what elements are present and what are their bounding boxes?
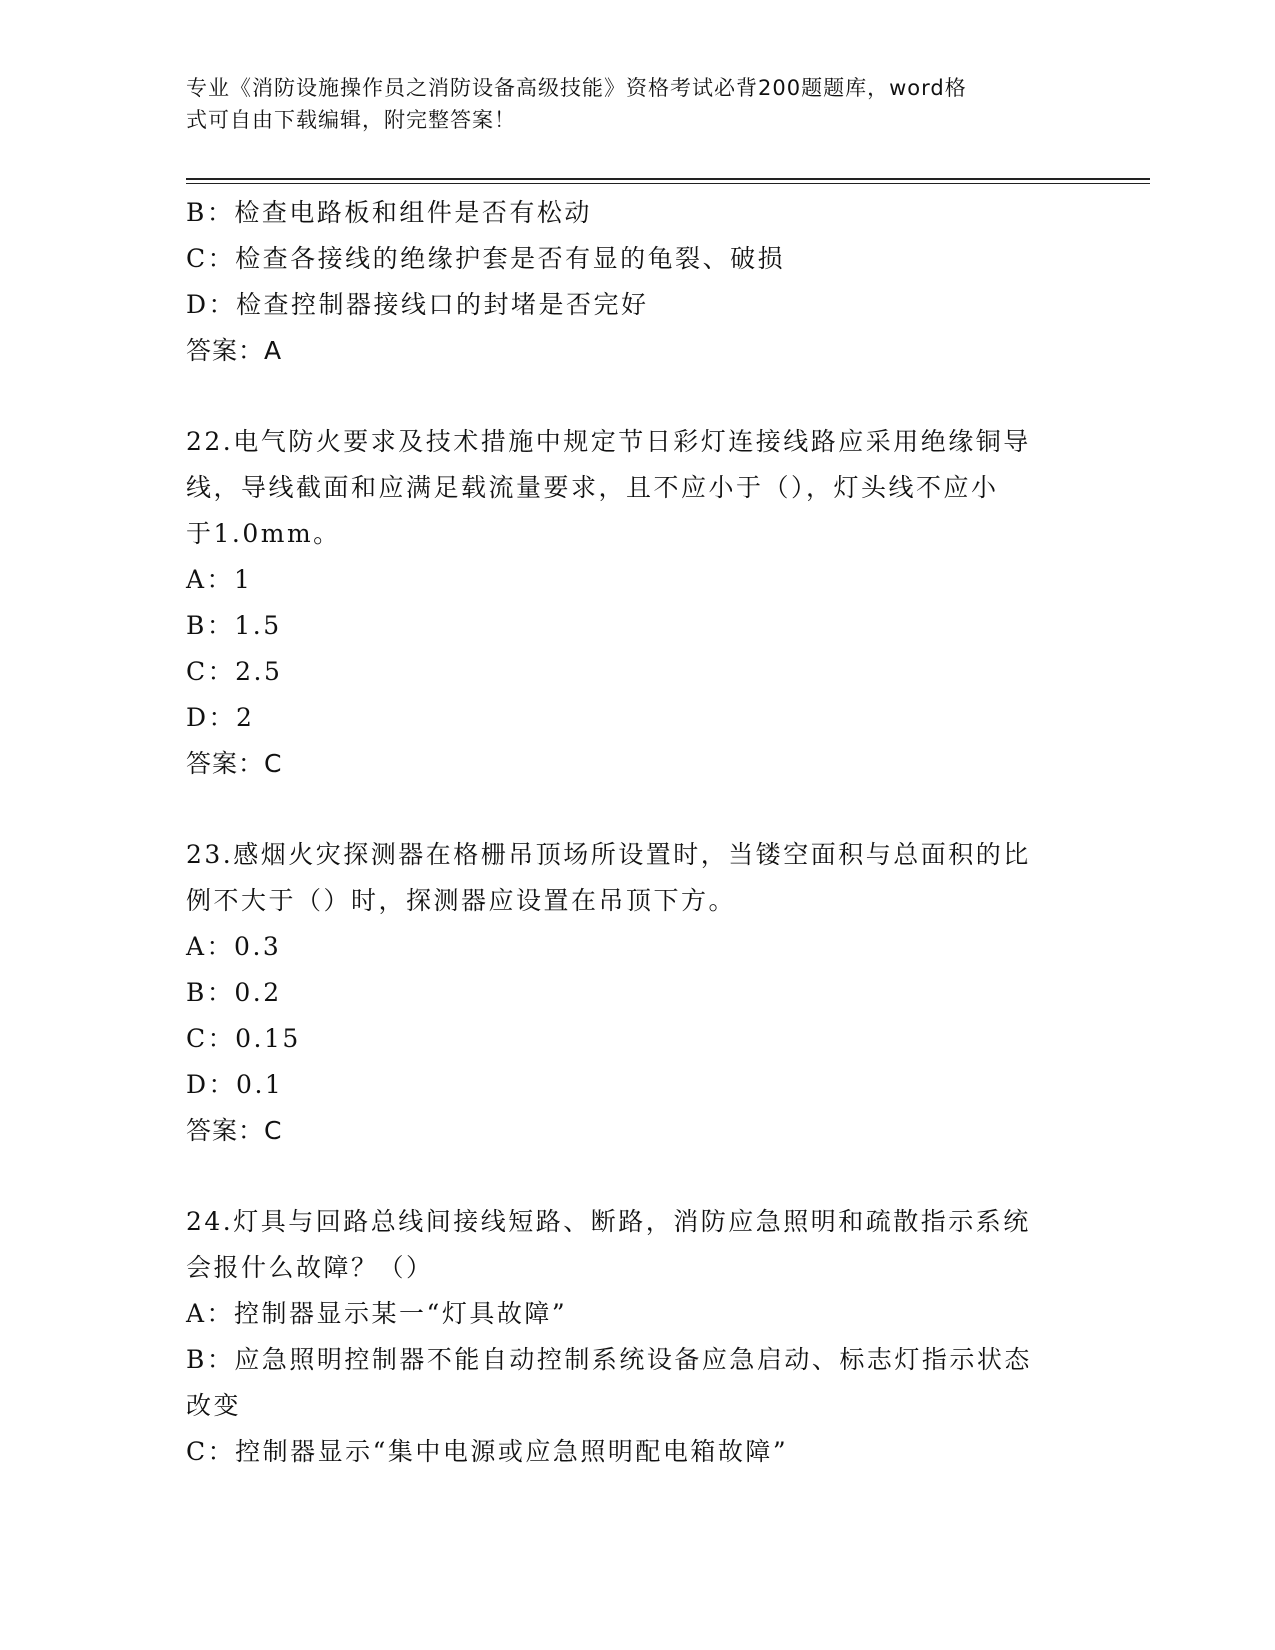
option-b: B：1.5 — [186, 611, 282, 640]
option-b: B：检查电路板和组件是否有松动 — [186, 198, 592, 227]
answer: 答案：A — [186, 336, 283, 365]
header-line-1: 专业《消防设施操作员之消防设备高级技能》资格考试必背200题题库，word格 — [186, 76, 967, 100]
question-22 — [186, 419, 1086, 787]
option-d: D：检查控制器接线口的封堵是否完好 — [186, 290, 649, 319]
answer: 答案：C — [186, 1116, 283, 1145]
question-stem: 24.灯具与回路总线间接线短路、断路，消防应急照明和疏散指示系统 — [186, 1207, 1031, 1236]
option-a: A：0.3 — [186, 932, 282, 961]
question-stem: 例不大于（）时，探测器应设置在吊顶下方。 — [186, 886, 737, 915]
option-c: C：2.5 — [186, 657, 283, 686]
answer: 答案：C — [186, 749, 283, 778]
header-line-2: 式可自由下载编辑，附完整答案！ — [186, 108, 516, 132]
option-d: D：2 — [186, 703, 255, 732]
option-a: A：控制器显示某一“灯具故障” — [186, 1299, 568, 1328]
question-list — [186, 190, 1086, 1475]
option-c: C：0.15 — [186, 1024, 301, 1053]
question-24 — [186, 1199, 1086, 1475]
question-stem: 线，导线截面和应满足载流量要求，且不应小于（），灯头线不应小 — [186, 473, 999, 502]
option-b: B：0.2 — [186, 978, 282, 1007]
question-stem: 于1.0mm。 — [186, 519, 341, 548]
question-stem: 会报什么故障？（） — [186, 1253, 434, 1282]
option-c: C：检查各接线的绝缘护套是否有显的龟裂、破损 — [186, 244, 786, 273]
header-divider-thick — [186, 178, 1150, 180]
document-header — [186, 72, 1066, 136]
question-stem: 23.感烟火灾探测器在格栅吊顶场所设置时，当镂空面积与总面积的比 — [186, 840, 1031, 869]
header-divider-thin — [186, 183, 1150, 184]
prev-question — [186, 190, 1086, 374]
option-d: D：0.1 — [186, 1070, 284, 1099]
question-stem: 22.电气防火要求及技术措施中规定节日彩灯连接线路应采用绝缘铜导 — [186, 427, 1031, 456]
option-b-continued: 改变 — [186, 1391, 242, 1420]
option-b: B：应急照明控制器不能自动控制系统设备应急启动、标志灯指示状态 — [186, 1345, 1032, 1374]
question-23 — [186, 832, 1086, 1154]
option-c: C：控制器显示“集中电源或应急照明配电箱故障” — [186, 1437, 789, 1466]
option-a: A：1 — [186, 565, 253, 594]
